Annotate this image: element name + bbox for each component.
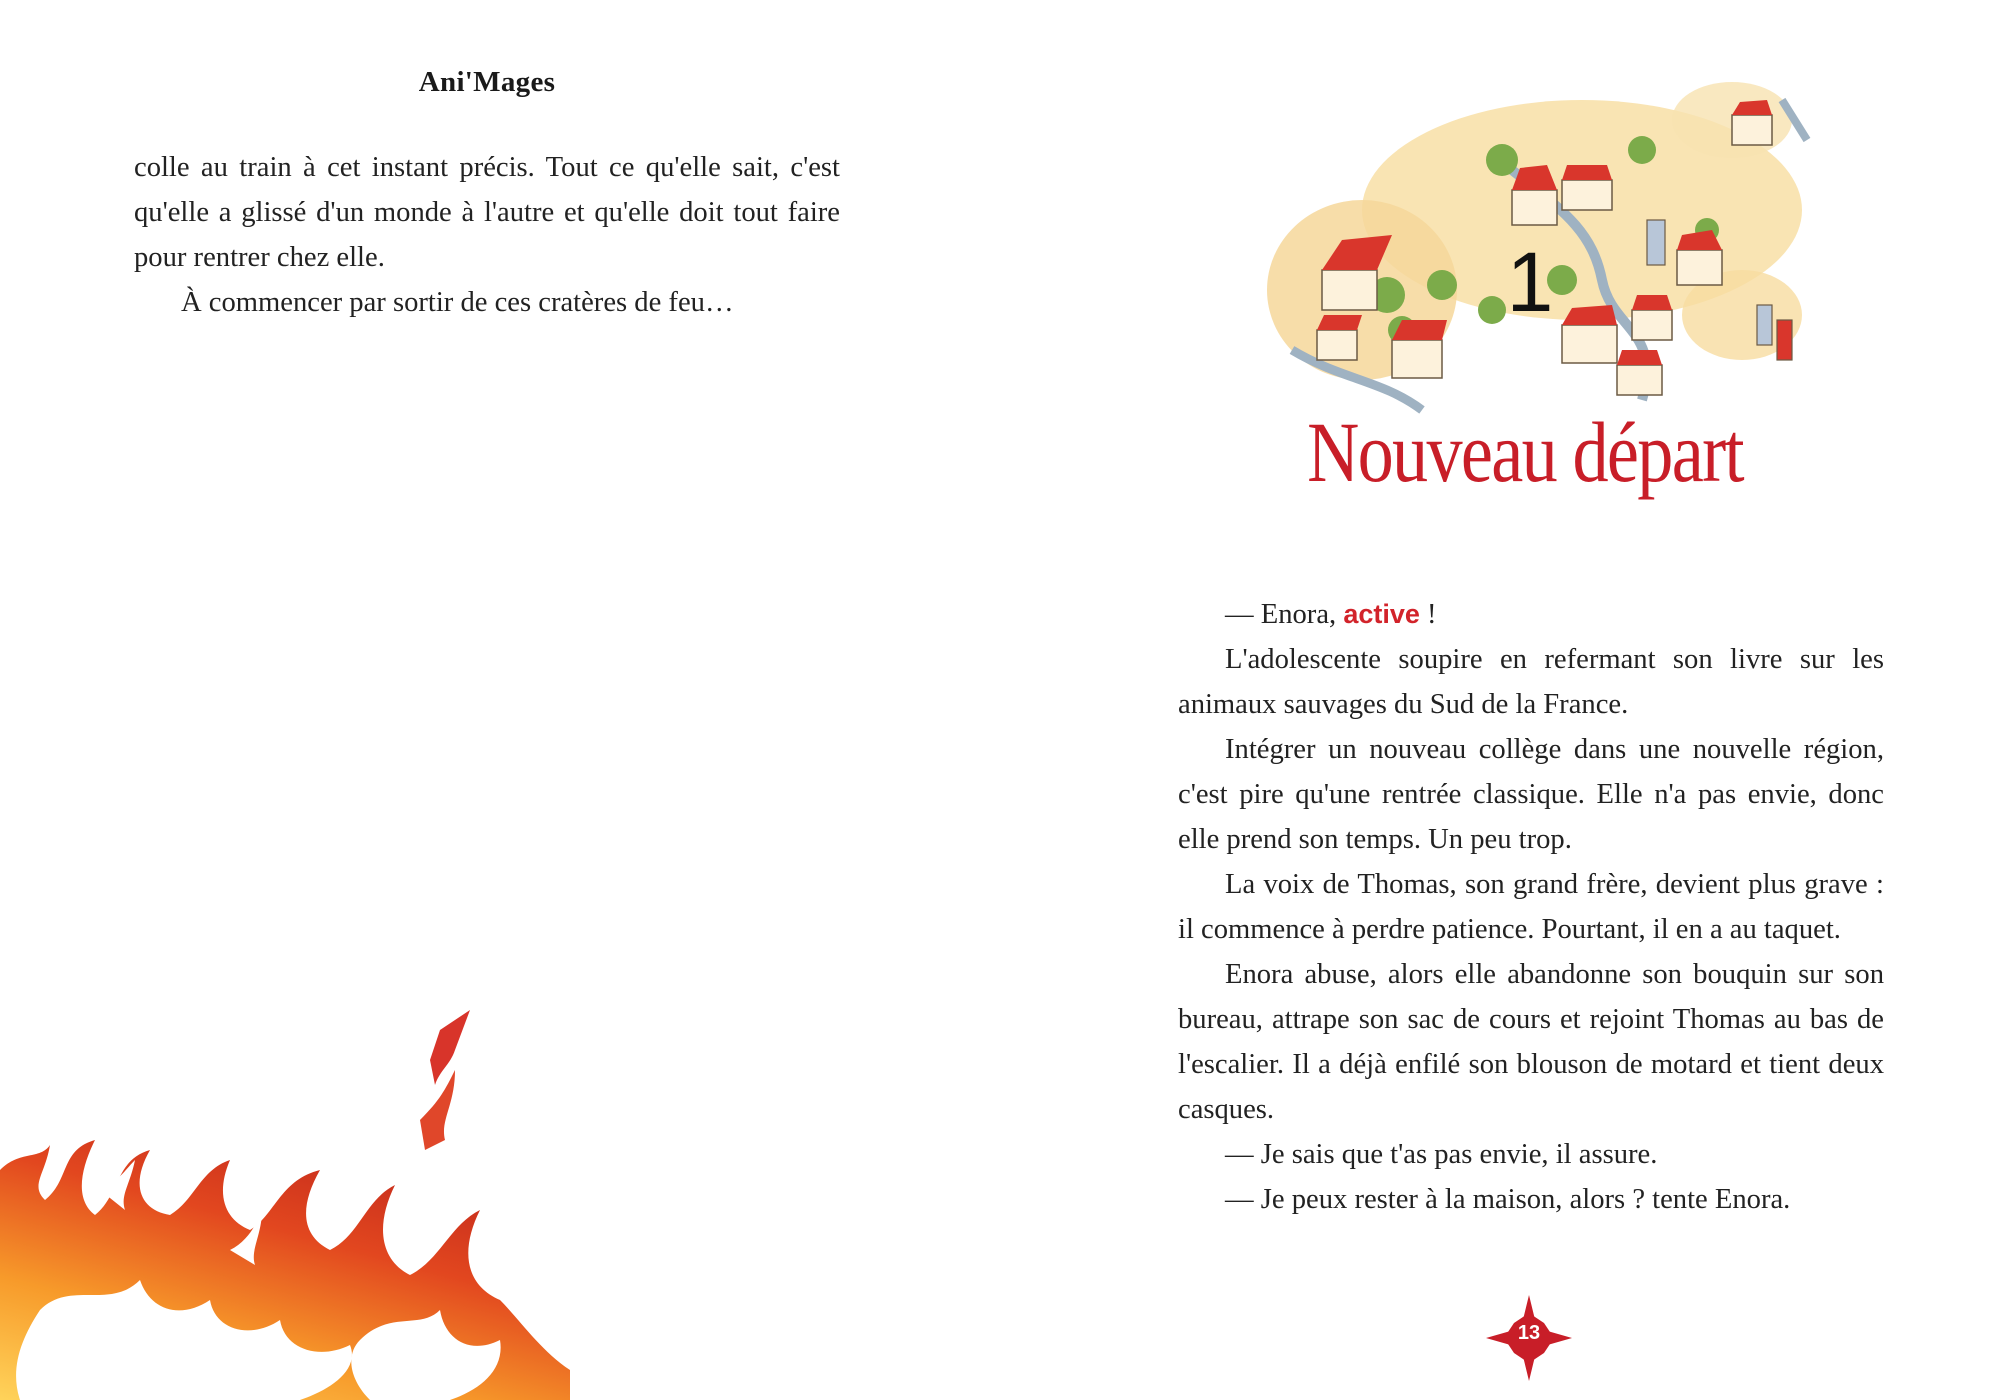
chapter-title: Nouveau départ: [1307, 404, 1743, 500]
paragraph: Enora abuse, alors elle abandonne son bouquin sur son bureau, attrape son sac de cours et rejoint Thomas au bas de l'escalier. Il a déjà enfilé son blouson de motard et tient deux casques.: [1178, 959, 1884, 1125]
paragraph: À commencer par sortir de ces cratères de feu…: [181, 287, 734, 318]
chapter-number: 1: [1506, 235, 1554, 329]
page-number: 13: [1517, 1322, 1541, 1344]
right-page-body: [1178, 592, 1884, 1222]
paragraph: L'adolescente soupire en refermant son livre sur les animaux sauvages du Sud de la France.: [1178, 644, 1884, 720]
paragraph: colle au train à cet instant précis. Tout ce qu'elle sait, c'est qu'elle a glissé d'un monde à l'autre et qu'elle doit tout faire pour rentrer chez elle.: [134, 152, 840, 273]
dialogue-suffix: !: [1419, 599, 1437, 630]
dialogue-line: — Je peux rester à la maison, alors ? tente Enora.: [1225, 1184, 1791, 1215]
running-head: Ani'Mages: [418, 66, 556, 98]
paragraph: La voix de Thomas, son grand frère, devient plus grave : il commence à perdre patience. Pourtant, il en a au taquet.: [1178, 869, 1884, 945]
dialogue-line: [1178, 592, 1884, 637]
dialogue-prefix: — Enora,: [1225, 599, 1344, 630]
dialogue-line: — Je sais que t'as pas envie, il assure.: [1225, 1139, 1658, 1170]
flames-illustration: [0, 1010, 570, 1400]
paragraph: Intégrer un nouveau collège dans une nouvelle région, c'est pire qu'une rentrée classique. Elle n'a pas envie, donc elle prend son temps. Un peu trop.: [1178, 734, 1884, 855]
left-page-body: [134, 145, 840, 325]
emphasis-word: active: [1343, 599, 1420, 629]
